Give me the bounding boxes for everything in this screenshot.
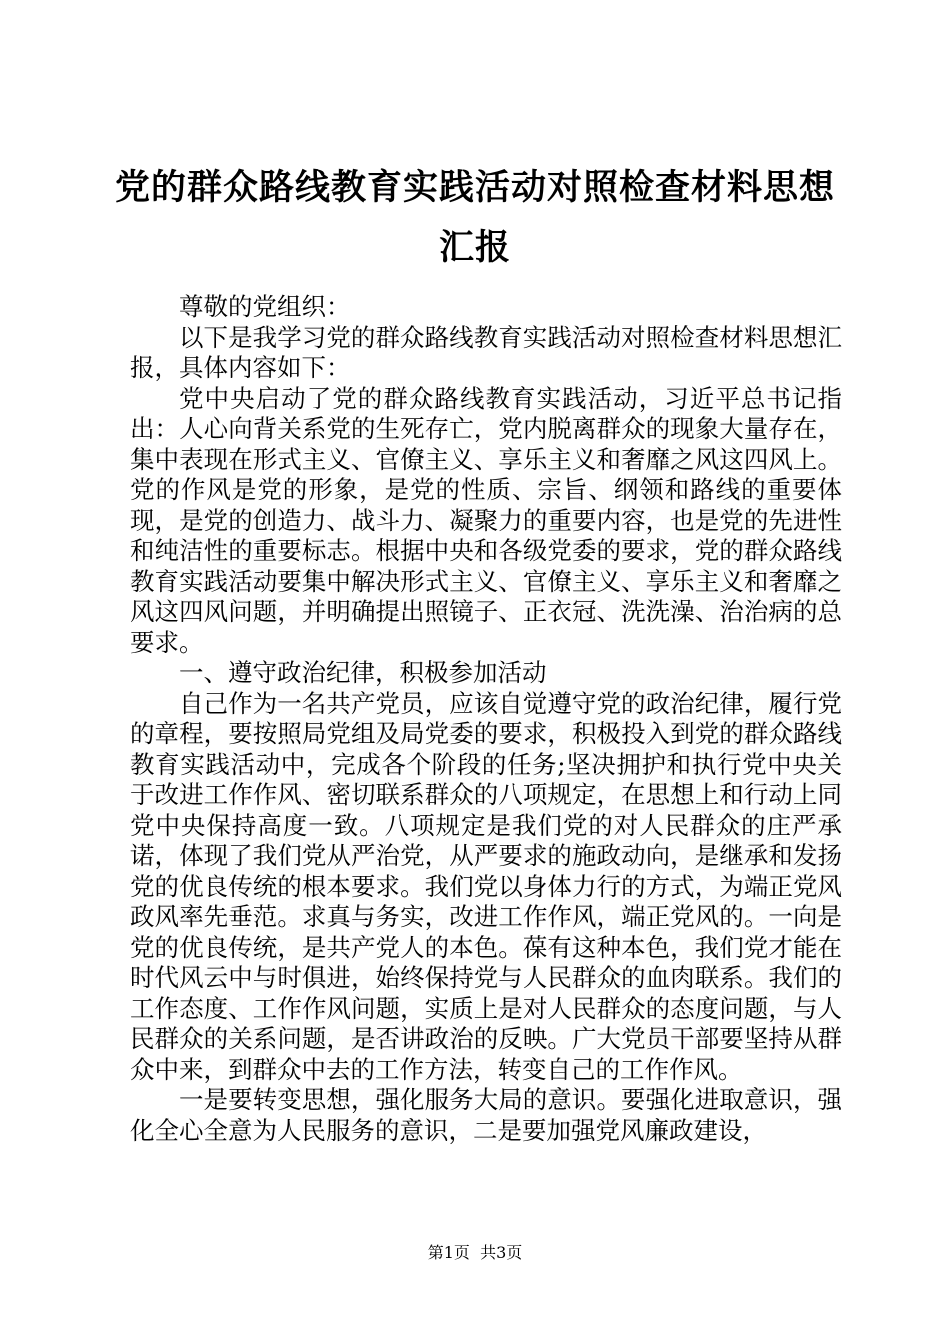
- page-number: 第1页: [427, 1243, 470, 1262]
- body-paragraph: 自己作为一名共产党员，应该自觉遵守党的政治纪律，履行党的章程，要按照局党组及局党委的要求，积极投入到党的群众路线教育实践活动中，完成各个阶段的任务;坚决拥护和执行党中央关于改进工作作风、密切联系群众的八项规定，在思想上和行动上同党中央保持高度一致。八项规定是我们党的对人民群众的庄严承诺，体现了我们党从严治党，从严要求的施政动向，是继承和发扬党的优良传统的根本要求。我们党以身体力行的方式，为端正党风政风率先垂范。求真与务实，改进工作作风，端正党风的。一向是党的优良传统，是共产党人的本色。葆有这种本色，我们党才能在时代风云中与时俱进，始终保持党与人民群众的血肉联系。我们的工作态度、工作作风问题，实质上是对人民群众的态度问题，与人民群众的关系问题，是否讲政治的反映。广大党员干部要坚持从群众中来，到群众中去的工作方法，转变自己的工作作风。: [130, 688, 842, 1084]
- salutation: 尊敬的党组织：: [179, 292, 351, 321]
- body-paragraph: 一是要转变思想，强化服务大局的意识。要强化进取意识，强化全心全意为人民服务的意识，二是要加强党风廉政建设，: [130, 1085, 842, 1145]
- body-paragraph: 党中央启动了党的群众路线教育实践活动，习近平总书记指出：人心向背关系党的生死存亡，党内脱离群众的现象大量存在，集中表现在形式主义、官僚主义、享乐主义和奢靡之风这四风上。党的作风是党的形象，是党的性质、宗旨、纲领和路线的重要体现，是党的创造力、战斗力、凝聚力的重要内容，也是党的先进性和纯洁性的重要标志。根据中央和各级党委的要求，党的群众路线教育实践活动要集中解决形式主义、官僚主义、享乐主义和奢靡之风这四风问题，并明确提出照镜子、正衣冠、洗洗澡、治治病的总要求。: [130, 383, 842, 657]
- page-total: 共3页: [480, 1243, 523, 1262]
- document-body: [130, 292, 842, 1146]
- intro-paragraph: 以下是我学习党的群众路线教育实践活动对照检查材料思想汇报，具体内容如下：: [130, 322, 842, 382]
- section-heading: 一、遵守政治纪律，积极参加活动: [179, 658, 547, 687]
- document-title: 党的群众路线教育实践活动对照检查材料思想汇报: [114, 167, 835, 268]
- page-footer: [0, 1243, 950, 1263]
